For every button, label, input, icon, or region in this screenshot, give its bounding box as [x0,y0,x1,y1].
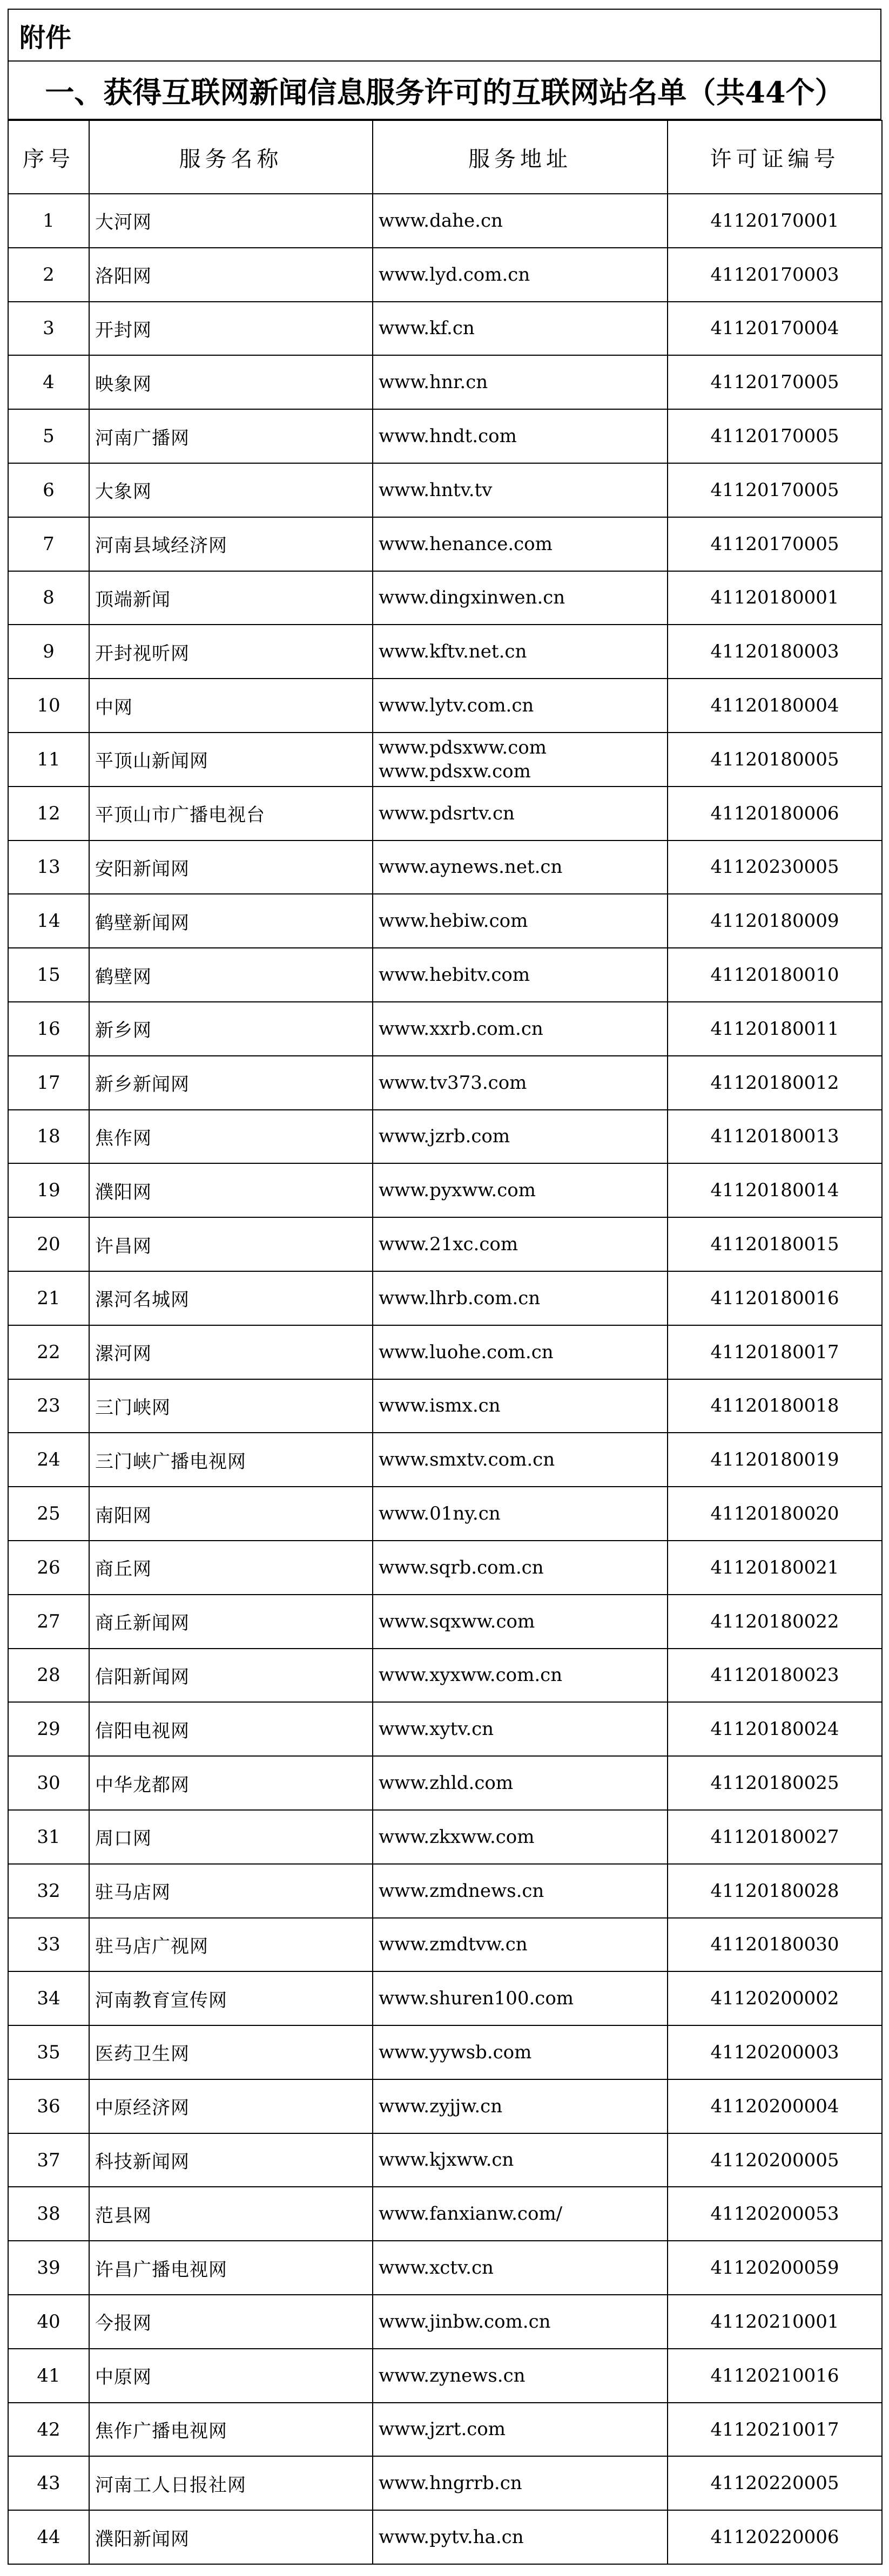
service-url: www.hnr.cn [373,355,668,409]
service-name: 商丘新闻网 [89,1595,373,1649]
table-row [8,409,882,463]
row-number: 42 [8,2403,89,2457]
service-name: 大象网 [89,463,373,517]
license-number: 41120180019 [668,1433,882,1487]
service-name: 周口网 [89,1810,373,1864]
table-row [8,2025,882,2079]
row-number: 41 [8,2349,89,2403]
table-row [8,517,882,571]
service-url: www.sqrb.com.cn [373,1541,668,1595]
table-row [8,1918,882,1972]
service-url: www.kjxww.cn [373,2133,668,2187]
license-number: 41120180001 [668,571,882,625]
license-number: 41120210016 [668,2349,882,2403]
service-name: 漯河名城网 [89,1271,373,1325]
table-row [8,1810,882,1864]
service-url: www.sqxww.com [373,1595,668,1649]
row-number: 27 [8,1595,89,1649]
service-name: 河南工人日报社网 [89,2456,373,2510]
service-name: 信阳电视网 [89,1702,373,1756]
service-name: 平顶山市广播电视台 [89,787,373,840]
service-url: www.pytv.ha.cn [373,2510,668,2564]
row-number: 11 [8,733,89,787]
row-number: 43 [8,2456,89,2510]
row-number: 31 [8,1810,89,1864]
service-url: www.xctv.cn [373,2241,668,2295]
row-number: 17 [8,1056,89,1110]
column-header-url: 服务地址 [373,120,668,194]
row-number: 29 [8,1702,89,1756]
row-number: 26 [8,1541,89,1595]
table-row [8,1217,882,1271]
service-name: 许昌网 [89,1217,373,1271]
service-name: 驻马店网 [89,1864,373,1918]
service-url: www.21xc.com [373,1217,668,1271]
table-row [8,1163,882,1217]
row-number: 12 [8,787,89,840]
table-row [8,2187,882,2241]
row-number: 36 [8,2079,89,2133]
row-number: 33 [8,1918,89,1972]
license-number: 41120210017 [668,2403,882,2457]
column-header-name: 服务名称 [89,120,373,194]
service-url: www.tv373.com [373,1056,668,1110]
service-name: 新乡新闻网 [89,1056,373,1110]
row-number: 20 [8,1217,89,1271]
service-url: www.01ny.cn [373,1487,668,1541]
row-number: 19 [8,1163,89,1217]
table-row [8,1595,882,1649]
table-row [8,948,882,1002]
license-number: 41120180004 [668,679,882,733]
table-row [8,355,882,409]
table-row [8,2295,882,2349]
license-number: 41120180011 [668,1002,882,1056]
service-name: 焦作广播电视网 [89,2403,373,2457]
row-number: 32 [8,1864,89,1918]
list-heading: 一、获得互联网新闻信息服务许可的互联网站名单（共44个） [8,62,881,120]
license-number: 41120170004 [668,302,882,356]
service-url: www.zhld.com [373,1756,668,1810]
row-number: 4 [8,355,89,409]
service-name: 顶端新闻 [89,571,373,625]
license-number: 41120180027 [668,1810,882,1864]
service-url: www.kf.cn [373,302,668,356]
license-number: 41120170003 [668,248,882,302]
table-row [8,248,882,302]
license-number: 41120170005 [668,463,882,517]
license-number: 41120230005 [668,840,882,894]
table-row [8,1541,882,1595]
service-url: www.henance.com [373,517,668,571]
service-url: www.jzrb.com [373,1110,668,1164]
service-name: 安阳新闻网 [89,840,373,894]
row-number: 10 [8,679,89,733]
license-number: 41120220005 [668,2456,882,2510]
service-name: 河南县域经济网 [89,517,373,571]
service-url: www.hntv.tv [373,463,668,517]
service-name: 开封视听网 [89,625,373,679]
service-url: www.zkxww.com [373,1810,668,1864]
table-row [8,1971,882,2025]
service-name: 映象网 [89,355,373,409]
service-name: 商丘网 [89,1541,373,1595]
service-url: www.zmdtvw.cn [373,1918,668,1972]
table-row [8,733,882,787]
license-table [8,120,883,2565]
license-number: 41120200003 [668,2025,882,2079]
service-url: www.hngrrb.cn [373,2456,668,2510]
service-url: www.hebitv.com [373,948,668,1002]
row-number: 16 [8,1002,89,1056]
row-number: 38 [8,2187,89,2241]
service-name: 中原经济网 [89,2079,373,2133]
license-number: 41120180030 [668,1918,882,1972]
service-name: 信阳新闻网 [89,1649,373,1703]
service-name: 洛阳网 [89,248,373,302]
row-number: 14 [8,894,89,948]
table-row [8,2349,882,2403]
service-name: 濮阳新闻网 [89,2510,373,2564]
service-name: 三门峡网 [89,1379,373,1433]
service-name: 鹤壁网 [89,948,373,1002]
service-url: www.xxrb.com.cn [373,1002,668,1056]
table-row [8,2241,882,2295]
table-row [8,2510,882,2564]
row-number: 30 [8,1756,89,1810]
service-name: 范县网 [89,2187,373,2241]
service-url: www.lhrb.com.cn [373,1271,668,1325]
license-number: 41120180013 [668,1110,882,1164]
license-number: 41120170005 [668,409,882,463]
service-url-line: www.pdsxw.com [379,760,531,782]
license-number: 41120170005 [668,517,882,571]
table-row [8,787,882,840]
service-url: www.shuren100.com [373,1971,668,2025]
license-number: 41120180017 [668,1325,882,1379]
table-row [8,2456,882,2510]
table-row [8,463,882,517]
service-url: www.luohe.com.cn [373,1325,668,1379]
row-number: 18 [8,1110,89,1164]
service-url: www.jzrt.com [373,2403,668,2457]
service-url: www.zyjjw.cn [373,2079,668,2133]
table-row [8,1864,882,1918]
table-row [8,1433,882,1487]
document-sheet [8,9,881,2565]
service-name: 鹤壁新闻网 [89,894,373,948]
row-number: 22 [8,1325,89,1379]
service-name: 中原网 [89,2349,373,2403]
license-number: 41120180028 [668,1864,882,1918]
row-number: 39 [8,2241,89,2295]
row-number: 24 [8,1433,89,1487]
table-row [8,1271,882,1325]
service-name: 南阳网 [89,1487,373,1541]
service-name: 中网 [89,679,373,733]
license-number: 41120200053 [668,2187,882,2241]
service-url: www.hebiw.com [373,894,668,948]
table-row [8,1110,882,1164]
service-name: 医药卫生网 [89,2025,373,2079]
license-number: 41120200004 [668,2079,882,2133]
row-number: 8 [8,571,89,625]
service-url [373,733,668,787]
table-body [8,194,882,2564]
row-number: 1 [8,194,89,248]
service-url: www.fanxianw.com/ [373,2187,668,2241]
row-number: 5 [8,409,89,463]
service-name: 焦作网 [89,1110,373,1164]
row-number: 6 [8,463,89,517]
column-header-license: 许可证编号 [668,120,882,194]
license-number: 41120180003 [668,625,882,679]
service-name: 平顶山新闻网 [89,733,373,787]
license-number: 41120220006 [668,2510,882,2564]
table-row [8,1702,882,1756]
table-row [8,1649,882,1703]
license-number: 41120180009 [668,894,882,948]
license-number: 41120210001 [668,2295,882,2349]
service-name: 漯河网 [89,1325,373,1379]
table-row [8,625,882,679]
service-name: 濮阳网 [89,1163,373,1217]
license-number: 41120170001 [668,194,882,248]
table-row [8,1056,882,1110]
service-name: 今报网 [89,2295,373,2349]
column-header-no: 序号 [8,120,89,194]
row-number: 3 [8,302,89,356]
table-row [8,894,882,948]
row-number: 23 [8,1379,89,1433]
license-number: 41120180020 [668,1487,882,1541]
row-number: 35 [8,2025,89,2079]
table-row [8,302,882,356]
service-name: 大河网 [89,194,373,248]
table-row [8,2079,882,2133]
service-name: 新乡网 [89,1002,373,1056]
row-number: 15 [8,948,89,1002]
service-name: 科技新闻网 [89,2133,373,2187]
service-url: www.lytv.com.cn [373,679,668,733]
row-number: 28 [8,1649,89,1703]
row-number: 7 [8,517,89,571]
license-number: 41120170005 [668,355,882,409]
table-row [8,2133,882,2187]
service-name: 驻马店广视网 [89,1918,373,1972]
service-url: www.hndt.com [373,409,668,463]
table-row [8,840,882,894]
service-url: www.pyxww.com [373,1163,668,1217]
service-url: www.smxtv.com.cn [373,1433,668,1487]
service-url: www.xyxww.com.cn [373,1649,668,1703]
service-url: www.dingxinwen.cn [373,571,668,625]
attachment-label: 附件 [8,9,881,62]
service-url: www.zmdnews.cn [373,1864,668,1918]
service-name: 河南广播网 [89,409,373,463]
license-number: 41120180014 [668,1163,882,1217]
table-row [8,1002,882,1056]
table-row [8,194,882,248]
license-number: 41120180024 [668,1702,882,1756]
license-number: 41120180025 [668,1756,882,1810]
service-url: www.jinbw.com.cn [373,2295,668,2349]
license-number: 41120180015 [668,1217,882,1271]
row-number: 37 [8,2133,89,2187]
service-url: www.yywsb.com [373,2025,668,2079]
table-row [8,1756,882,1810]
table-header-row [8,120,882,194]
service-name: 中华龙都网 [89,1756,373,1810]
service-url-line: www.pdsxww.com [379,736,547,758]
table-row [8,679,882,733]
service-name: 三门峡广播电视网 [89,1433,373,1487]
service-url: www.zynews.cn [373,2349,668,2403]
license-number: 41120180005 [668,733,882,787]
service-url: www.kftv.net.cn [373,625,668,679]
row-number: 34 [8,1971,89,2025]
service-name: 开封网 [89,302,373,356]
service-name: 许昌广播电视网 [89,2241,373,2295]
row-number: 40 [8,2295,89,2349]
service-url: www.lyd.com.cn [373,248,668,302]
license-number: 41120200002 [668,1971,882,2025]
row-number: 9 [8,625,89,679]
table-row [8,571,882,625]
license-number: 41120200059 [668,2241,882,2295]
service-url: www.aynews.net.cn [373,840,668,894]
row-number: 25 [8,1487,89,1541]
table-row [8,2403,882,2457]
row-number: 44 [8,2510,89,2564]
license-number: 41120200005 [668,2133,882,2187]
license-number: 41120180022 [668,1595,882,1649]
service-url: www.pdsrtv.cn [373,787,668,840]
license-number: 41120180006 [668,787,882,840]
license-number: 41120180010 [668,948,882,1002]
service-url: www.ismx.cn [373,1379,668,1433]
license-number: 41120180016 [668,1271,882,1325]
table-row [8,1379,882,1433]
row-number: 2 [8,248,89,302]
table-row [8,1325,882,1379]
service-url: www.xytv.cn [373,1702,668,1756]
row-number: 13 [8,840,89,894]
service-url: www.dahe.cn [373,194,668,248]
license-number: 41120180023 [668,1649,882,1703]
service-name: 河南教育宣传网 [89,1971,373,2025]
row-number: 21 [8,1271,89,1325]
license-number: 41120180012 [668,1056,882,1110]
license-number: 41120180021 [668,1541,882,1595]
table-row [8,1487,882,1541]
license-number: 41120180018 [668,1379,882,1433]
